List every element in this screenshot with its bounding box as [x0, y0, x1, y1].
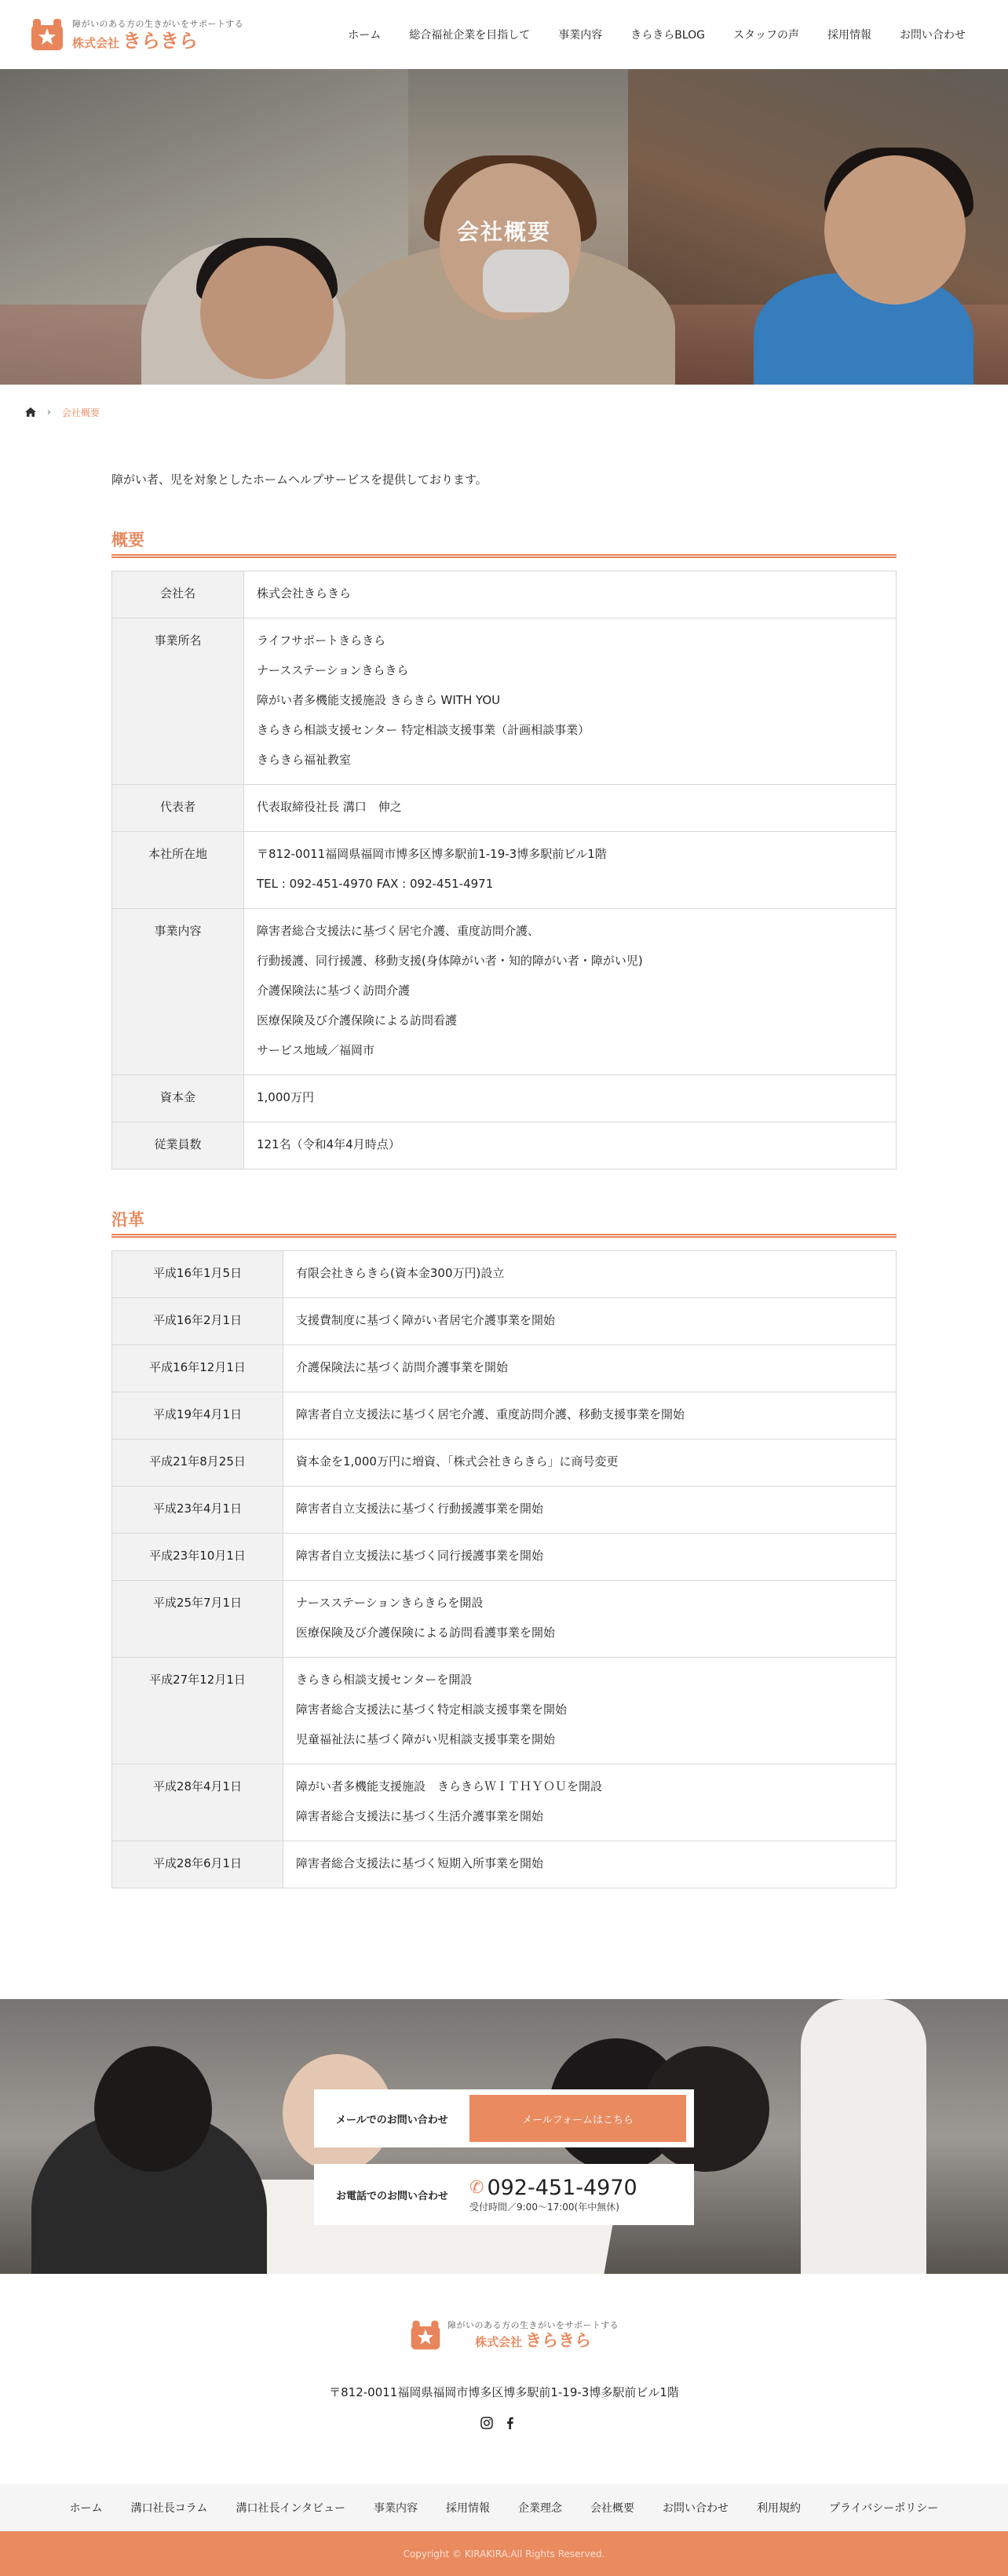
history-row	[112, 1764, 897, 1841]
row-value-line: 株式会社きらきら	[257, 586, 352, 600]
row-value	[244, 785, 897, 832]
row-label: 平成16年2月1日	[112, 1298, 283, 1345]
row-label: 従業員数	[112, 1122, 244, 1169]
row-value	[244, 1122, 897, 1169]
row-value-line: 児童福祉法に基づく障がい児相談支援事業を開始	[296, 1732, 556, 1746]
row-label: 平成25年7月1日	[112, 1581, 283, 1658]
row-label: 平成16年1月5日	[112, 1251, 283, 1298]
instagram-icon[interactable]	[480, 2417, 493, 2429]
footer-logo-name: 株式会社 きらきら	[475, 2331, 592, 2351]
history-row	[112, 1841, 897, 1888]
row-label: 平成28年4月1日	[112, 1764, 283, 1841]
history-row	[112, 1392, 897, 1439]
row-value-line: 障害者総合支援法に基づく生活介護事業を開始	[296, 1809, 544, 1823]
chevron-right-icon: ›	[47, 407, 51, 418]
row-value-line: ナースステーションきらきら	[257, 663, 409, 677]
tel-number[interactable]: ✆ 092-451-4970	[469, 2176, 637, 2200]
row-label: 平成16年12月1日	[112, 1345, 283, 1392]
global-nav	[334, 27, 980, 42]
row-value-line: 有限会社きらきら(資本金300万円)設立	[296, 1266, 505, 1280]
main-content	[111, 471, 897, 1888]
footer-logo[interactable]	[408, 2318, 619, 2352]
footer-nav-column[interactable]: 溝口社長コラム	[130, 2502, 208, 2515]
row-value	[283, 1764, 897, 1841]
footer-nav	[0, 2484, 1008, 2531]
overview-row	[112, 618, 897, 785]
row-value	[283, 1581, 897, 1658]
logo-mark-icon	[28, 16, 66, 53]
mail-contact-box	[314, 2089, 694, 2147]
nav-staff[interactable]: スタッフの声	[733, 29, 799, 42]
history-row	[112, 1439, 897, 1487]
row-value-line: 〒812-0011福岡県福岡市博多区博多駅前1-19-3博多駅前ビル1階	[257, 847, 607, 861]
row-value-line: サービス地域／福岡市	[257, 1043, 375, 1057]
footer-nav-terms[interactable]: 利用規約	[757, 2502, 801, 2515]
row-value-line: 医療保険及び介護保険による訪問看護事業を開始	[296, 1626, 556, 1640]
row-value	[244, 571, 897, 618]
overview-row	[112, 832, 897, 909]
footer-nav-philosophy[interactable]: 企業理念	[518, 2502, 562, 2515]
breadcrumb	[0, 385, 1008, 440]
footer-nav-business[interactable]: 事業内容	[374, 2502, 418, 2515]
row-value	[283, 1487, 897, 1534]
page-title: 会社概要	[456, 219, 551, 245]
overview-row	[112, 1075, 897, 1122]
overview-table	[111, 571, 897, 1169]
row-value	[283, 1392, 897, 1439]
row-value	[244, 832, 897, 909]
history-row	[112, 1581, 897, 1658]
row-label: 平成23年10月1日	[112, 1534, 283, 1581]
row-label: 会社名	[112, 571, 244, 618]
nav-blog[interactable]: きらきらBLOG	[630, 29, 705, 42]
row-value-line: きらきら福祉教室	[257, 753, 352, 767]
nav-business[interactable]: 事業内容	[558, 29, 603, 42]
hero-banner	[0, 69, 1008, 385]
phone-icon: ✆	[469, 2178, 484, 2198]
intro-text: 障がい者、児を対象としたホームヘルプサービスを提供しております。	[111, 473, 488, 487]
overview-row	[112, 571, 897, 618]
overview-row	[112, 1122, 897, 1169]
row-value-line: 介護保険法に基づく訪問介護	[257, 983, 411, 998]
row-value-line: 行動援護、同行援護、移動支援(身体障がい者・知的障がい者・障がい児)	[257, 954, 643, 968]
history-row	[112, 1345, 897, 1392]
row-label: 平成27年12月1日	[112, 1658, 283, 1764]
row-value-line: 121名（令和4年4月時点）	[257, 1137, 400, 1151]
social-links	[480, 2417, 517, 2429]
breadcrumb-current: 会社概要	[61, 407, 100, 418]
row-value-line: TEL : 092-451-4970 FAX : 092-451-4971	[257, 877, 494, 891]
row-value-line: 障害者総合支援法に基づく居宅介護、重度訪問介護、	[257, 924, 540, 938]
history-table	[111, 1250, 897, 1888]
row-value	[283, 1841, 897, 1888]
overview-row	[112, 909, 897, 1075]
row-label: 平成23年4月1日	[112, 1487, 283, 1534]
row-value-line: 障がい者多機能支援施設 きらきら WITH YOU	[257, 693, 501, 707]
row-label: 平成21年8月25日	[112, 1439, 283, 1487]
footer-nav-privacy[interactable]: プライバシーポリシー	[829, 2502, 939, 2515]
row-value-line: 障害者総合支援法に基づく短期入所事業を開始	[296, 1856, 544, 1870]
logo-mark-icon	[408, 2318, 443, 2352]
footer-address: 〒812-0011福岡県福岡市博多区博多駅前1-19-3博多駅前ビル1階	[329, 2385, 679, 2399]
row-value-line: きらきら相談支援センター 特定相談支援事業（計画相談事業）	[257, 723, 590, 737]
row-value-line: 代表取締役社長 溝口 伸之	[257, 800, 402, 814]
row-value	[244, 1075, 897, 1122]
tel-hours: 受付時間／9:00～17:00(年中無休)	[469, 2202, 619, 2213]
row-value	[283, 1658, 897, 1764]
footer-nav-recruit[interactable]: 採用情報	[446, 2502, 490, 2515]
row-value-line: きらきら相談支援センターを開設	[296, 1673, 473, 1687]
nav-home[interactable]: ホーム	[348, 29, 382, 42]
row-value	[283, 1345, 897, 1392]
row-value	[244, 909, 897, 1075]
mail-contact-label: メールでのお問い合わせ	[336, 2114, 448, 2126]
overview-heading: 概要	[111, 527, 897, 558]
row-value-line: 障害者自立支援法に基づく行動援護事業を開始	[296, 1501, 544, 1516]
row-value-line: ナースステーションきらきらを開設	[296, 1596, 484, 1610]
row-value-line: 障害者自立支援法に基づく居宅介護、重度訪問介護、移動支援事業を開始	[296, 1407, 685, 1421]
home-icon[interactable]	[25, 407, 36, 417]
history-row	[112, 1534, 897, 1581]
row-value-line: ライフサポートきらきら	[257, 633, 386, 648]
footer-nav-contact[interactable]: お問い合わせ	[663, 2502, 729, 2515]
nav-vision[interactable]: 総合福祉企業を目指して	[409, 29, 531, 42]
row-value-line: 障がい者多機能支援施設 きらきらＷＩＴＨＹＯＵを開設	[296, 1779, 603, 1793]
row-label: 平成19年4月1日	[112, 1392, 283, 1439]
row-label: 本社所在地	[112, 832, 244, 909]
row-value	[283, 1439, 897, 1487]
logo-tagline: 障がいのある方の生きがいをサポートする	[72, 18, 244, 29]
history-row	[112, 1487, 897, 1534]
tel-contact-box	[314, 2164, 694, 2225]
site-header	[0, 0, 1008, 69]
row-value-line: 医療保険及び介護保険による訪問看護	[257, 1013, 458, 1027]
row-value-line: 障害者総合支援法に基づく特定相談支援事業を開始	[296, 1702, 568, 1717]
row-value	[283, 1534, 897, 1581]
footer-nav-interview[interactable]: 溝口社長インタビュー	[236, 2502, 345, 2515]
row-value	[283, 1298, 897, 1345]
row-label: 平成28年6月1日	[112, 1841, 283, 1888]
footer-nav-company[interactable]: 会社概要	[590, 2502, 634, 2515]
history-row	[112, 1298, 897, 1345]
history-heading: 沿革	[111, 1207, 897, 1238]
row-value-line: 障害者自立支援法に基づく同行援護事業を開始	[296, 1549, 544, 1563]
history-row	[112, 1658, 897, 1764]
row-value-line: 介護保険法に基づく訪問介護事業を開始	[296, 1360, 509, 1374]
row-label: 事業内容	[112, 909, 244, 1075]
row-value-line: 支援費制度に基づく障がい者居宅介護事業を開始	[296, 1313, 556, 1327]
nav-recruit[interactable]: 採用情報	[827, 29, 871, 42]
row-value-line: 1,000万円	[257, 1090, 314, 1104]
nav-contact[interactable]: お問い合わせ	[900, 29, 966, 42]
copyright: Copyright © KIRAKIRA.All Rights Reserved.	[0, 2531, 1008, 2576]
site-logo[interactable]	[28, 16, 243, 53]
footer-nav-home[interactable]: ホーム	[69, 2502, 103, 2515]
row-value-line: 資本金を1,000万円に増資、「株式会社きらきら」に商号変更	[296, 1454, 619, 1469]
row-label: 代表者	[112, 785, 244, 832]
logo-name: 株式会社 きらきら	[72, 29, 199, 52]
overview-row	[112, 785, 897, 832]
row-label: 資本金	[112, 1075, 244, 1122]
row-value	[283, 1251, 897, 1298]
row-value	[244, 618, 897, 785]
footer-info	[0, 2274, 1008, 2484]
facebook-icon[interactable]	[504, 2417, 517, 2429]
row-label: 事業所名	[112, 618, 244, 785]
history-row	[112, 1251, 897, 1298]
contact-section	[0, 1999, 1008, 2274]
mail-form-button[interactable]: メールフォームはこちら	[469, 2095, 686, 2142]
tel-contact-label: お電話でのお問い合わせ	[336, 2190, 449, 2202]
footer-logo-tagline: 障がいのある方の生きがいをサポートする	[447, 2320, 619, 2331]
